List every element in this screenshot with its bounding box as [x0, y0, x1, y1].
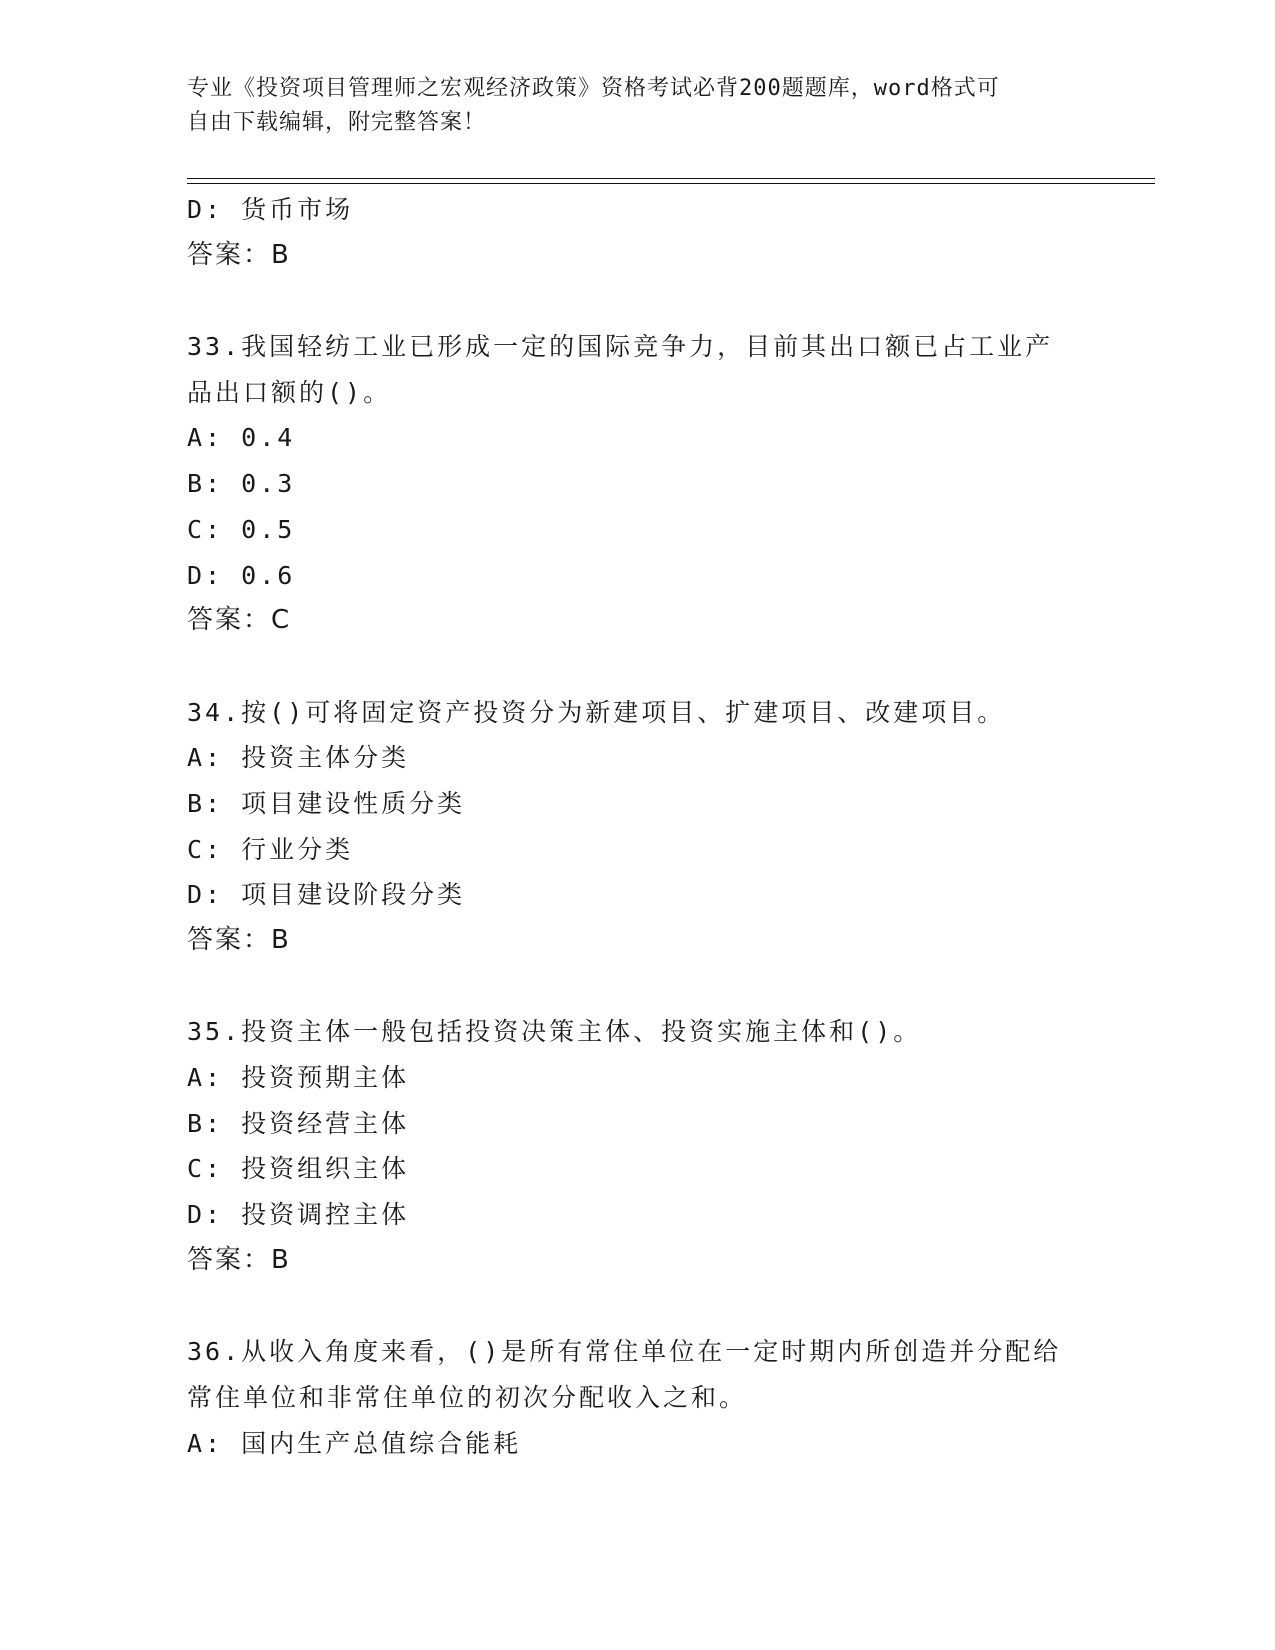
- q33-stem-line-1: 33.我国轻纺工业已形成一定的国际竞争力，目前其出口额已占工业产: [187, 332, 1054, 362]
- q33-answer: 答案：C: [187, 605, 292, 636]
- q33-stem-line-2: 品出口额的()。: [187, 377, 392, 407]
- q33-option-b: B: 0.3: [187, 469, 296, 499]
- q36-option-a: A: 国内生产总值综合能耗: [187, 1428, 522, 1458]
- spacer: [187, 964, 1087, 1010]
- header-divider-bottom: [187, 183, 1155, 184]
- q36-stem-line-2: 常住单位和非常住单位的初次分配收入之和。: [187, 1382, 748, 1412]
- q34-option-d: D: 项目建设阶段分类: [187, 880, 466, 910]
- q35-option-a: A: 投资预期主体: [187, 1063, 410, 1093]
- header-divider-top: [187, 178, 1155, 179]
- q33-option-d: D: 0.6: [187, 560, 296, 590]
- q34-option-a: A: 投资主体分类: [187, 743, 410, 773]
- header-title-line-2: 自由下载编辑，附完整答案！: [187, 110, 487, 135]
- q36-stem-line-1: 36.从收入角度来看，()是所有常住单位在一定时期内所创造并分配给: [187, 1337, 1062, 1367]
- q34-stem-line-1: 34.按()可将固定资产投资分为新建项目、扩建项目、改建项目。: [187, 697, 1006, 727]
- q33-option-a: A: 0.4: [187, 423, 296, 453]
- q35-answer: 答案：B: [187, 1244, 291, 1275]
- q35-stem-line-1: 35.投资主体一般包括投资决策主体、投资实施主体和()。: [187, 1017, 922, 1047]
- q34-option-b: B: 项目建设性质分类: [187, 788, 466, 818]
- q35-option-b: B: 投资经营主体: [187, 1108, 410, 1138]
- q35-option-d: D: 投资调控主体: [187, 1200, 410, 1230]
- spacer: [187, 644, 1087, 690]
- q34-answer: 答案：B: [187, 925, 291, 955]
- q32-option-d: D: 货币市场: [187, 195, 354, 224]
- spacer: [187, 278, 1087, 324]
- question-list: [187, 187, 1087, 1466]
- q35-option-c: C: 投资组织主体: [187, 1154, 410, 1184]
- spacer: [187, 1284, 1087, 1330]
- q32-answer: 答案：B: [187, 239, 291, 270]
- q33-option-c: C: 0.5: [187, 514, 296, 544]
- header-title-line-1: 专业《投资项目管理师之宏观经济政策》资格考试必背200题题库，word格式可: [187, 76, 1000, 101]
- document-header: [187, 72, 1067, 140]
- q34-option-c: C: 行业分类: [187, 834, 354, 864]
